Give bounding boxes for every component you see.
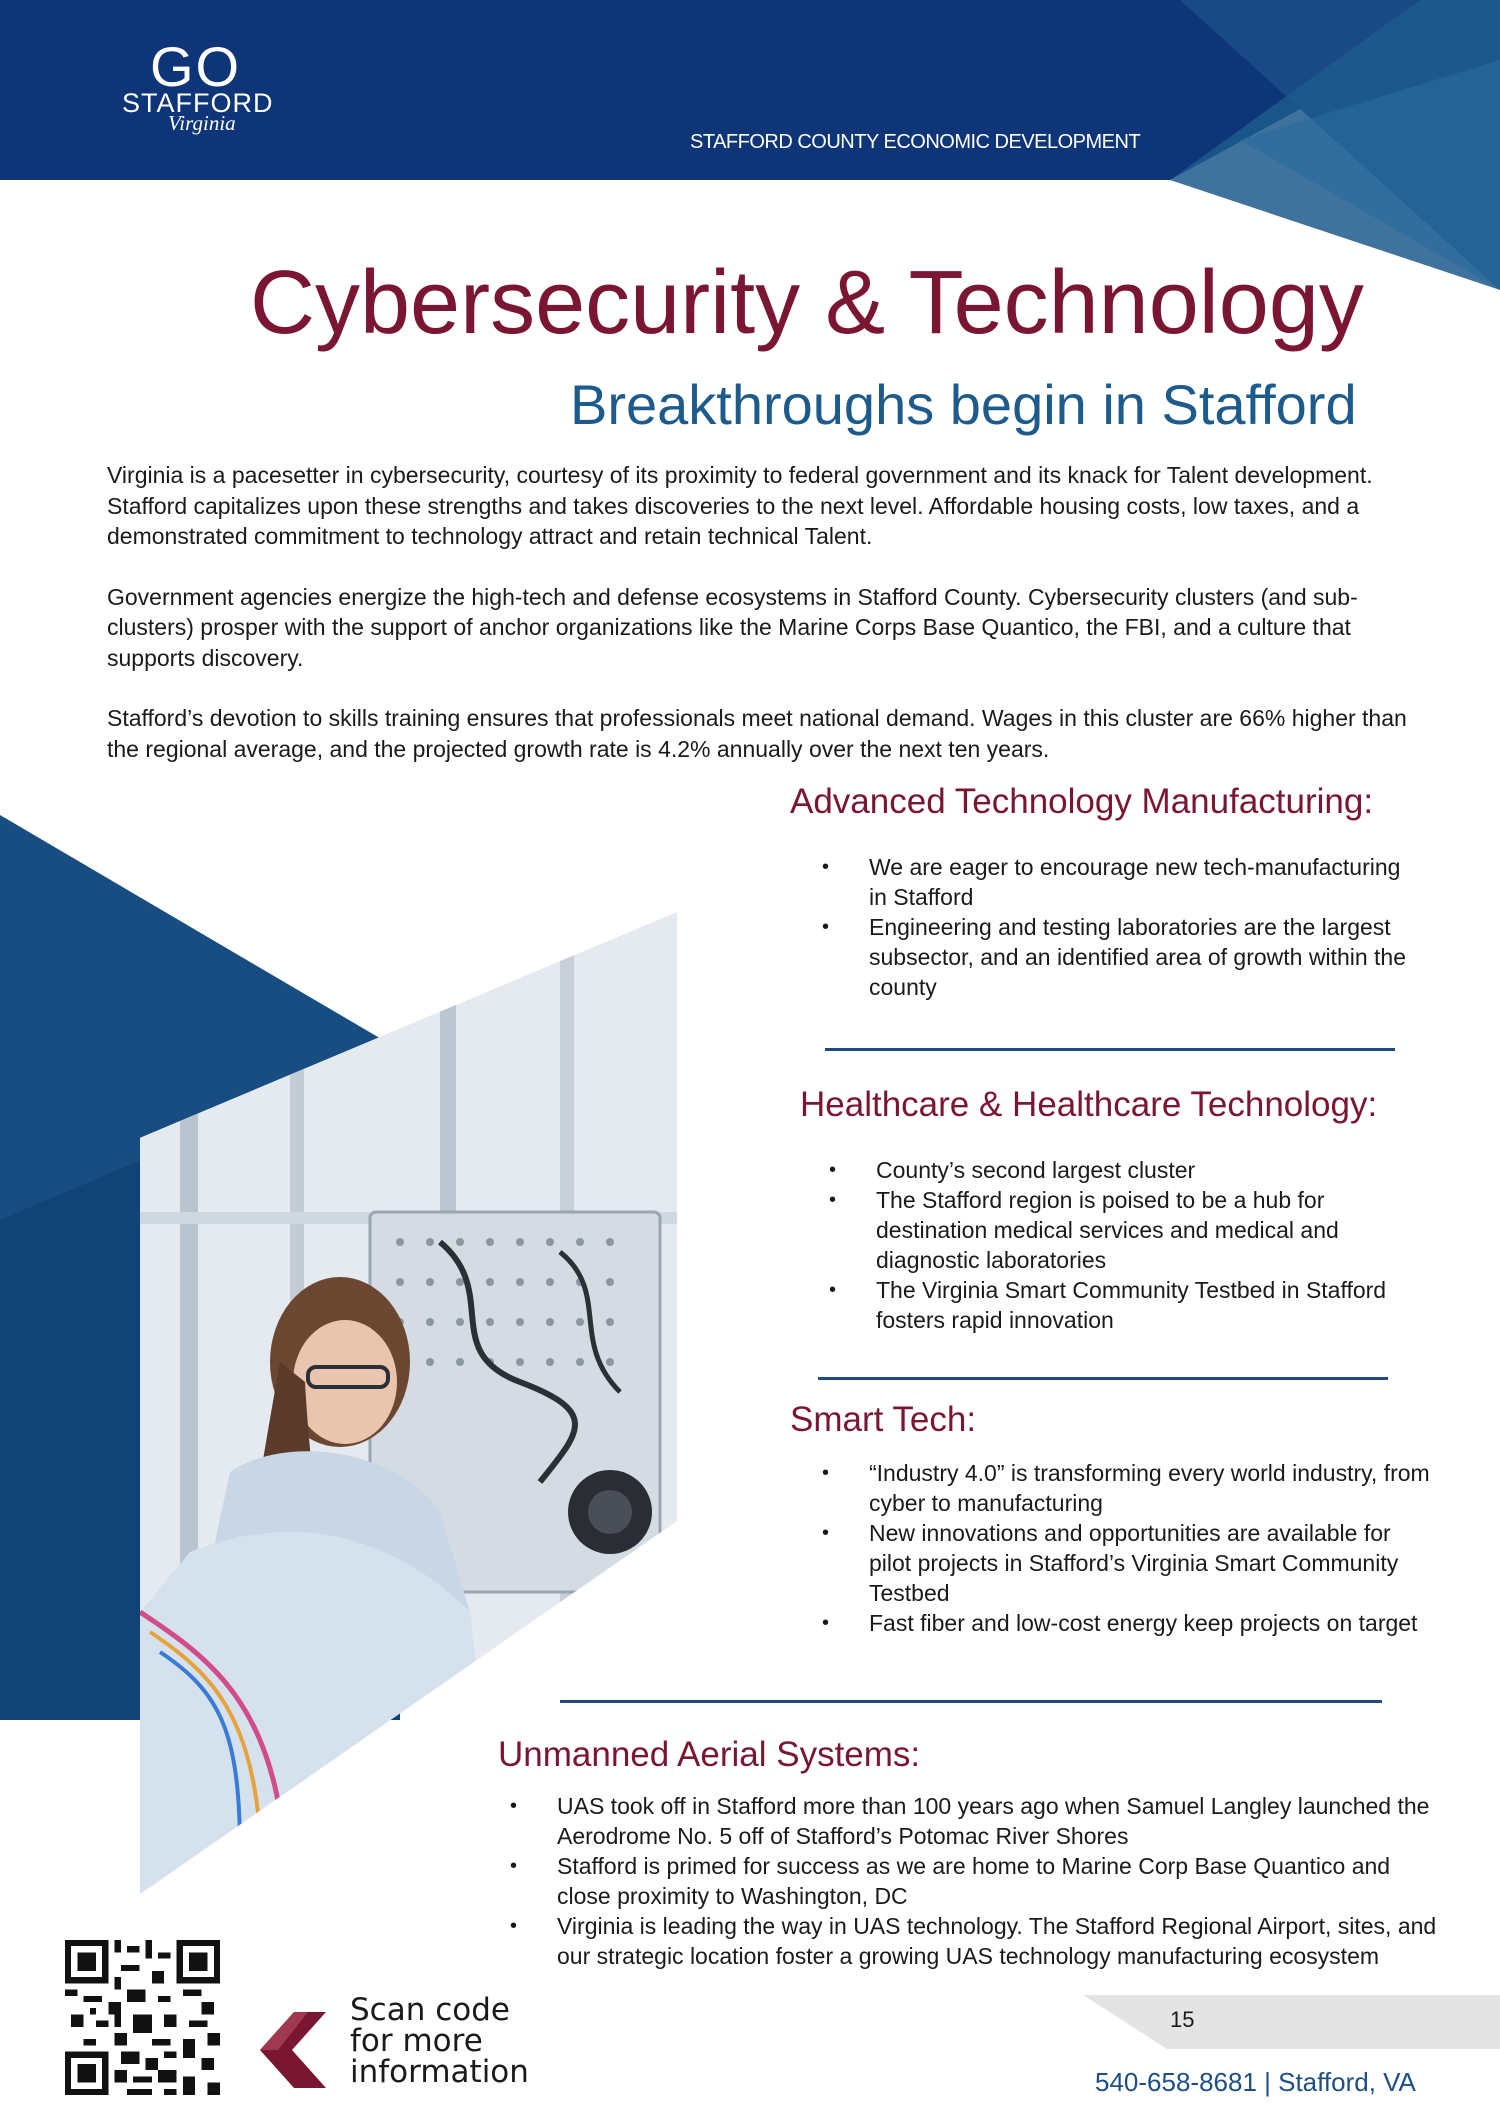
list-item: • We are eager to encourage new tech-manufacturing in Stafford — [822, 852, 1422, 912]
divider — [818, 1377, 1388, 1380]
page-tab — [1083, 1995, 1500, 2049]
list-item: • Engineering and testing laboratories are the largest subsector, and an identified area of growth within the county — [822, 912, 1422, 1002]
department-label: STAFFORD COUNTY ECONOMIC DEVELOPMENT — [690, 131, 1141, 153]
page-title: Cybersecurity & Technology — [250, 253, 1364, 353]
section-heading-uas: Unmanned Aerial Systems: — [498, 1735, 921, 1774]
list-item: • UAS took off in Stafford more than 100 years ago when Samuel Langley launched the Aerodrome No. 5 off of Stafford’s Potomac River Shores — [510, 1791, 1450, 1851]
list-item: • The Virginia Smart Community Testbed in Stafford fosters rapid innovation — [829, 1275, 1429, 1335]
divider — [825, 1048, 1395, 1051]
qr-code[interactable] — [65, 1940, 220, 2095]
list-item: • Stafford is primed for success as we are home to Marine Corp Base Quantico and close proximity to Washington, DC — [510, 1851, 1450, 1911]
smart-tech-bullets — [822, 1458, 1432, 1638]
section-heading-advanced: Advanced Technology Manufacturing: — [790, 782, 1374, 821]
list-item: • County’s second largest cluster — [829, 1155, 1429, 1185]
scan-code-label — [350, 1992, 529, 2090]
healthcare-bullets — [829, 1155, 1429, 1335]
advanced-bullets — [822, 852, 1422, 1002]
logo-virginia: Virginia — [168, 111, 236, 135]
chevron-left-icon — [260, 2012, 326, 2088]
section-heading-smart-tech: Smart Tech: — [790, 1400, 977, 1439]
scan-line: information — [350, 2054, 529, 2090]
footer-contact: 540-658-8681 | Stafford, VA — [1095, 2067, 1416, 2097]
section-heading-healthcare: Healthcare & Healthcare Technology: — [800, 1085, 1378, 1124]
list-item: • New innovations and opportunities are available for pilot projects in Stafford’s Virginia Smart Community Testbed — [822, 1518, 1432, 1608]
uas-bullets — [510, 1791, 1450, 1971]
intro-text — [107, 460, 1427, 794]
list-item: • Fast fiber and low-cost energy keep projects on target — [822, 1608, 1432, 1638]
logo-stafford: STAFFORD — [122, 88, 274, 118]
intro-paragraph: Stafford’s devotion to skills training ensures that professionals meet national demand. Wages in this cluster are 66% higher than the regional average, and the projected growth rate is 4.2% annually over the next ten years. — [107, 705, 1407, 762]
intro-paragraph: Virginia is a pacesetter in cybersecurity, courtesy of its proximity to federal government and its knack for Talent development. Stafford capitalizes upon these strengths and takes discoveries to the next level. Affordable housing costs, low taxes, and a demonstrated commitment to technology attract and retain technical Talent. — [107, 462, 1373, 549]
list-item: • “Industry 4.0” is transforming every world industry, from cyber to manufacturing — [822, 1458, 1432, 1518]
page-subtitle: Breakthroughs begin in Stafford — [570, 373, 1357, 436]
list-item: • The Stafford region is poised to be a hub for destination medical services and medical and diagnostic laboratories — [829, 1185, 1429, 1275]
scan-line: for more — [350, 2023, 483, 2059]
scan-line: Scan code — [350, 1992, 510, 2028]
logo-go: GO — [150, 35, 242, 98]
intro-paragraph: Government agencies energize the high-tech and defense ecosystems in Stafford County. Cybersecurity clusters (and sub-clusters) prosper with the support of anchor organizations like the Marine Corps Base Quantico, the FBI, and a culture that supports discovery. — [107, 583, 1358, 671]
page-number: 15 — [1170, 2007, 1195, 2032]
divider — [560, 1700, 1382, 1703]
list-item: • Virginia is leading the way in UAS technology. The Stafford Regional Airport, sites, and our strategic location foster a growing UAS technology manufacturing ecosystem — [510, 1911, 1450, 1971]
